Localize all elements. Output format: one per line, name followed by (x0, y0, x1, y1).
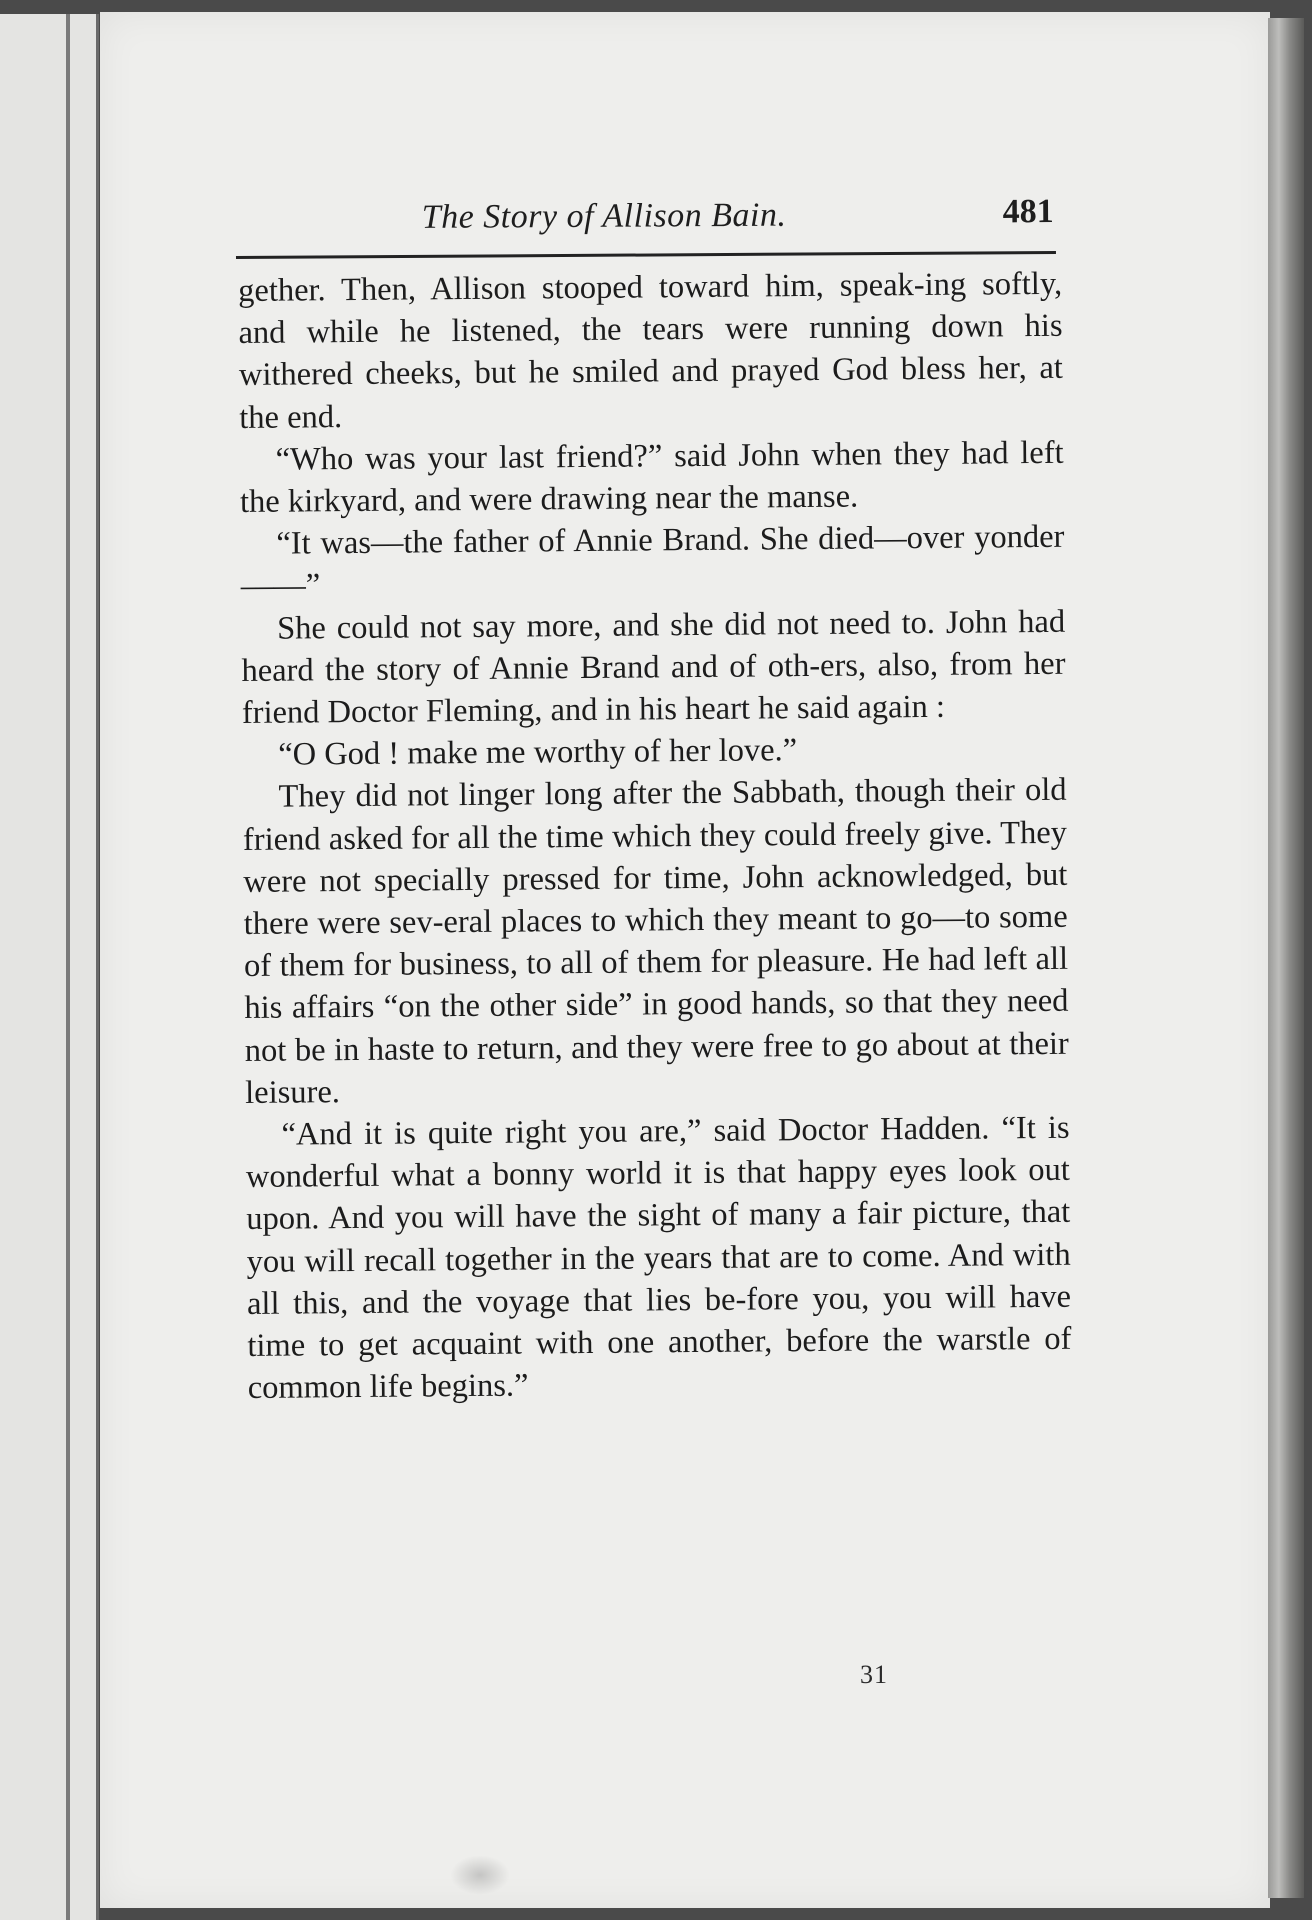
body-text (238, 263, 1072, 1410)
paragraph: gether. Then, Allison stooped toward him, speak-ing softly, and while he listened, the tears were running down his withered cheeks, but he smiled and prayed God bless her, at the end. (238, 265, 1064, 436)
paragraph: “Who was your last friend?” said John when they had left the kirkyard, and were drawing near the manse. (239, 434, 1064, 521)
facing-page-edge (0, 14, 99, 1920)
page-header (236, 191, 1056, 259)
page-stack-edge (1268, 18, 1304, 1898)
paragraph: “And it is quite right you are,” said Doctor Hadden. “It is wonderful what a bonny world it is that happy eyes look out upon. And you will have the sight of many a fair picture, that you will recall together in the years that are to come. And with all this, and the voyage that lies be-fore you, you will have time to get acquaint with one another, before the warstle of common life begins.” (245, 1109, 1072, 1407)
paragraph: “O God ! make me worthy of her love.” (278, 732, 798, 773)
paragraph: They did not linger long after the Sabbath, though their old friend asked for all the time which they could freely give. They were not specially pressed for time, John acknowledged, but there were sev-eral places to which they meant to go—to some of them for business, to all of them for pleasure. He had left all his affairs “on the other side” in good hands, so that they need not be in haste to return, and they were free to go about at their leisure. (242, 772, 1069, 1111)
running-title: The Story of Allison Bain. (421, 196, 787, 236)
page-number: 481 (1002, 193, 1054, 231)
signature-mark: 31 (860, 1660, 888, 1689)
paragraph: “It was—the father of Annie Brand. She died—over yonder——” (240, 519, 1065, 605)
paper-smudge (450, 1855, 510, 1895)
paragraph: She could not say more, and she did not need to. John had heard the story of Annie Brand and of oth-ers, also, from her friend Doctor Fleming, and in his heart he said again : (241, 603, 1066, 732)
gutter-line (66, 14, 70, 1920)
